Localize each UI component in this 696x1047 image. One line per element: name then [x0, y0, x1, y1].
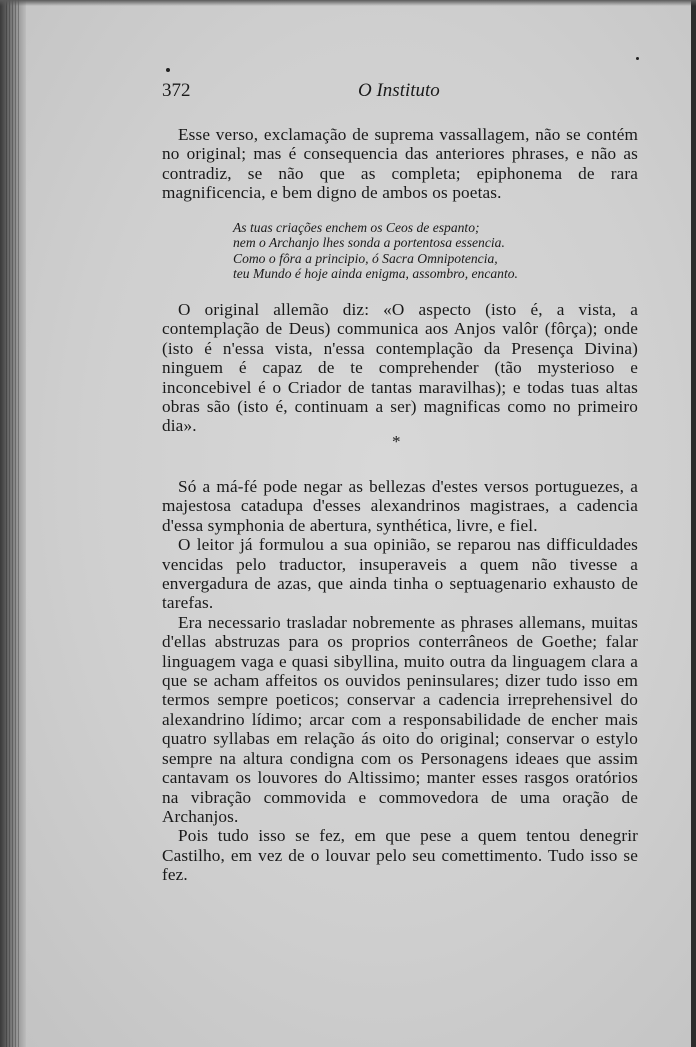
- verse-line: teu Mundo é hoje ainda enigma, assombro, encanto.: [233, 265, 518, 281]
- paragraph-2: O original allemão diz: «O aspecto (isto é, a vista, a contemplação de Deus) communica aos Anjos valôr (fôrça); onde (isto é n'essa vista, n'essa contemplação da Presença Divina) ninguem é capaz de te comprehender (tão mysterioso e inconcebivel é o Criador de tantas maravilhas); e todas tuas altas obras são (isto é, continuam a ser) magnificas como no primeiro dia».: [162, 300, 638, 436]
- verse-line: Como o fôra a principio, ó Sacra Omnipotencia,: [233, 250, 498, 266]
- paragraph-1: Esse verso, exclamação de suprema vassallagem, não se contém no original; mas é consequencia das anteriores phrases, e não as contradiz, se não que as completa; epiphonema de rara magnificencia, e bem digno de ambos os poetas.: [162, 125, 638, 203]
- verse-line: nem o Archanjo lhes sonda a portentosa essencia.: [233, 235, 505, 251]
- ink-speck: [636, 57, 639, 60]
- running-header: [162, 80, 638, 106]
- quoted-verse: [233, 220, 593, 281]
- paragraph-6: Pois tudo isso se fez, em que pese a quem tentou denegrir Castilho, em vez de o louvar pelo seu comettimento. Tudo isso se fez.: [162, 826, 638, 885]
- page-edges: [6, 0, 20, 1047]
- section-body: [162, 477, 638, 885]
- scan-right-border: [691, 0, 696, 1047]
- verse-line: As tuas criações enchem os Ceos de espanto;: [233, 220, 480, 235]
- page-number: 372: [162, 80, 191, 101]
- section-separator: *: [392, 432, 401, 451]
- paragraph-4: O leitor já formulou a sua opinião, se reparou nas difficuldades vencidas pelo traductor, insuperaveis a quem não tivesse a envergadura de azas, que ainda tinha o septuagenario exhausto de tarefas.: [162, 535, 638, 613]
- book-spine-shadow: [0, 0, 26, 1047]
- paragraph-3: Só a má-fé pode negar as bellezas d'estes versos portuguezes, a majestosa catadupa d'esses alexandrinos magistraes, a cadencia d'essa symphonia de abertura, synthética, livre, e fiel.: [162, 477, 638, 535]
- ink-speck: [166, 68, 170, 72]
- running-title: O Instituto: [358, 80, 440, 101]
- paragraph-5: Era necessario trasladar nobremente as phrases allemans, muitas d'ellas abstruzas para os proprios conterrâneos de Goethe; falar linguagem vaga e quasi sibyllina, muito outra da linguagem clara a que se acham affeitos os ouvidos peninsulares; dizer tudo isso em termos sempre poeticos; conservar a cadencia irreprehensivel do alexandrino lídimo; arcar com a responsabilidade de encher mais quatro syllabas em relação ás oito do original; conservar o estylo sempre na altura condigna com os Personagens ideaes que assim cantavam os louvores do Altissimo; manter esses rasgos oratórios na vibração commovida e commovedora de uma oração de Archanjos.: [162, 612, 638, 826]
- scan-top-border: [0, 0, 696, 6]
